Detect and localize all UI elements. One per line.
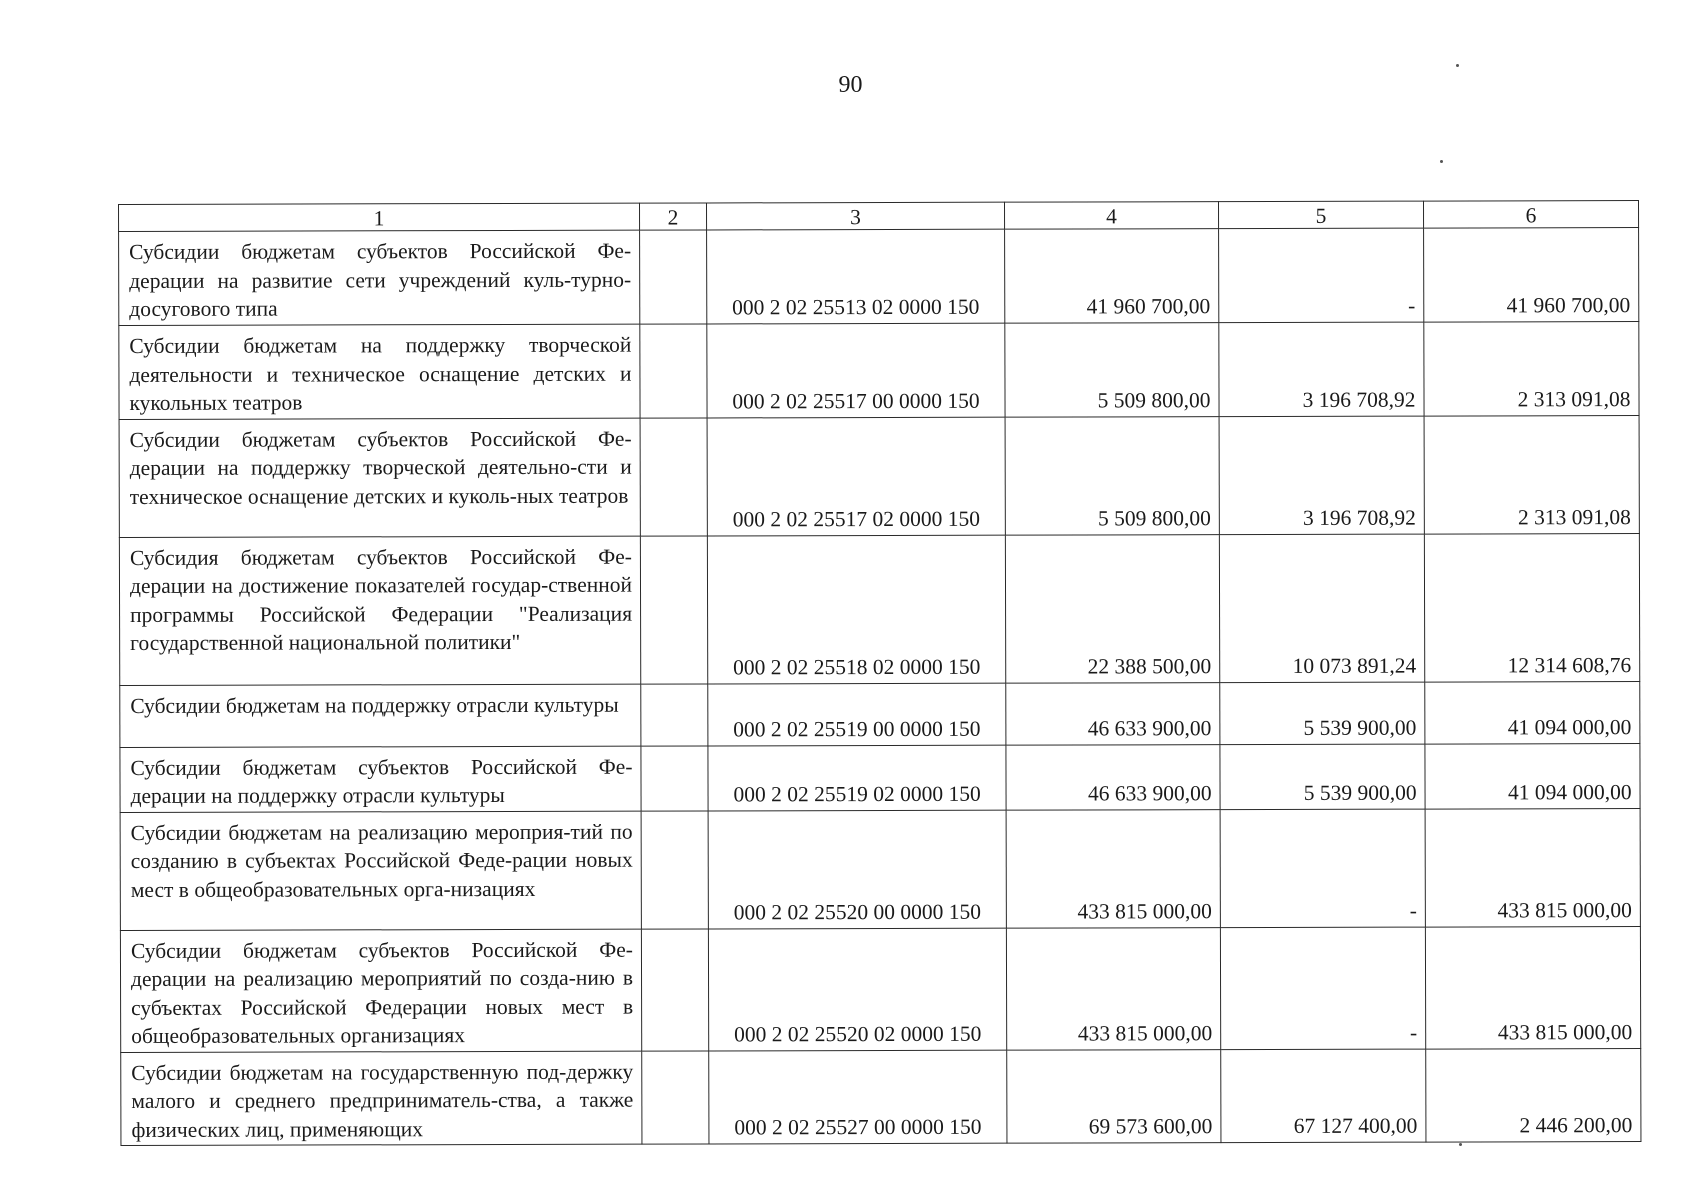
row-value-5: 3 196 708,92 <box>1219 416 1424 535</box>
row-code: 000 2 02 25519 02 0000 150 <box>708 745 1006 811</box>
page-number: 90 <box>838 72 863 98</box>
row-value-5: - <box>1220 809 1425 928</box>
row-code: 000 2 02 25518 02 0000 150 <box>707 535 1005 684</box>
row-value-6: 433 815 000,00 <box>1425 926 1640 1049</box>
row-value-6: 2 313 091,08 <box>1424 415 1639 534</box>
row-value-5: 3 196 708,92 <box>1219 322 1424 416</box>
row-code: 000 2 02 25520 00 0000 150 <box>708 810 1006 929</box>
row-description: Субсидии бюджетам на поддержку творческой деятельности и техническое оснащение детских и кукольных театров <box>119 324 640 419</box>
table-row <box>119 228 1639 326</box>
budget-table-sheet <box>118 200 1641 1146</box>
header-col-1: 1 <box>119 203 640 231</box>
row-value-5: - <box>1219 228 1424 323</box>
row-value-5: 5 539 900,00 <box>1220 682 1425 745</box>
row-value-4: 433 815 000,00 <box>1006 809 1220 928</box>
row-col2 <box>640 417 707 535</box>
row-value-4: 5 509 800,00 <box>1005 416 1219 535</box>
header-col-3: 3 <box>706 202 1004 230</box>
table-row <box>119 322 1639 419</box>
table-row <box>119 415 1639 537</box>
row-value-4: 46 633 900,00 <box>1006 744 1220 810</box>
row-value-5: 10 073 891,24 <box>1219 534 1424 683</box>
row-col2 <box>640 324 707 418</box>
row-value-4: 69 573 600,00 <box>1007 1049 1221 1143</box>
row-col2 <box>642 1050 709 1144</box>
row-col2 <box>641 745 708 810</box>
row-description: Субсидии бюджетам субъектов Российской Фе-дерации на развитие сети учреждений куль-турно-досугового типа <box>119 230 640 325</box>
budget-table <box>118 200 1641 1146</box>
row-description: Субсидии бюджетам на поддержку отрасли культуры <box>120 684 641 747</box>
scan-speck <box>1456 64 1459 67</box>
row-description: Субсидии бюджетам субъектов Российской Фе-дерации на поддержку отрасли культуры <box>120 746 641 812</box>
row-value-4: 5 509 800,00 <box>1005 323 1219 417</box>
header-col-4: 4 <box>1004 202 1218 230</box>
header-col-6: 6 <box>1423 201 1638 229</box>
row-value-6: 12 314 608,76 <box>1424 533 1639 682</box>
header-col-5: 5 <box>1218 201 1423 229</box>
row-code: 000 2 02 25517 00 0000 150 <box>707 323 1005 417</box>
row-description: Субсидии бюджетам на реализацию мероприя-тий по созданию в субъектах Российской Феде-рации новых мест в общеобразовательных орга-низациях <box>120 811 641 930</box>
row-value-5: - <box>1220 927 1425 1050</box>
row-code: 000 2 02 25513 02 0000 150 <box>707 229 1005 324</box>
row-value-5: 5 539 900,00 <box>1220 744 1425 810</box>
row-col2 <box>640 230 707 324</box>
table-row <box>120 743 1640 812</box>
header-row <box>119 201 1639 232</box>
row-value-4: 46 633 900,00 <box>1006 682 1220 745</box>
row-value-6: 41 960 700,00 <box>1424 228 1639 323</box>
row-code: 000 2 02 25520 02 0000 150 <box>708 928 1006 1051</box>
row-value-4: 41 960 700,00 <box>1005 229 1219 324</box>
row-value-6: 41 094 000,00 <box>1425 681 1640 744</box>
scan-speck <box>1459 1143 1462 1146</box>
row-value-5: 67 127 400,00 <box>1221 1049 1426 1143</box>
table-row <box>120 681 1640 747</box>
row-description: Субсидии бюджетам на государственную под-держку малого и среднего предприниматель-ства, а также физических лиц, применяющих <box>121 1051 642 1146</box>
row-value-4: 22 388 500,00 <box>1005 534 1219 683</box>
row-value-6: 433 815 000,00 <box>1425 808 1640 927</box>
scan-speck <box>1440 160 1443 163</box>
row-value-6: 41 094 000,00 <box>1425 743 1640 809</box>
table-row <box>120 926 1640 1052</box>
header-col-2: 2 <box>639 203 706 230</box>
row-description: Субсидии бюджетам субъектов Российской Фе-дерации на реализацию мероприятий по созда-нию в субъектах Российской Федерации новых мест в общеобразовательных организациях <box>120 929 641 1052</box>
row-code: 000 2 02 25527 00 0000 150 <box>709 1050 1007 1144</box>
row-col2 <box>640 535 707 683</box>
row-col2 <box>641 928 708 1050</box>
row-value-4: 433 815 000,00 <box>1006 927 1220 1050</box>
row-value-6: 2 446 200,00 <box>1426 1048 1641 1142</box>
row-col2 <box>641 683 708 745</box>
table-row <box>120 808 1640 930</box>
row-value-6: 2 313 091,08 <box>1424 322 1639 416</box>
row-code: 000 2 02 25519 00 0000 150 <box>708 683 1006 746</box>
row-col2 <box>641 810 708 928</box>
table-row <box>121 1048 1641 1145</box>
row-description: Субсидии бюджетам субъектов Российской Фе-дерации на поддержку творческой деятельно-сти и техническое оснащение детских и куколь-ных театров <box>119 418 640 537</box>
row-code: 000 2 02 25517 02 0000 150 <box>707 417 1005 536</box>
row-description: Субсидия бюджетам субъектов Российской Фе-дерации на достижение показателей государ-ственной программы Российской Федерации "Реализация государственной национальной политики" <box>119 536 640 685</box>
table-row <box>119 533 1639 685</box>
